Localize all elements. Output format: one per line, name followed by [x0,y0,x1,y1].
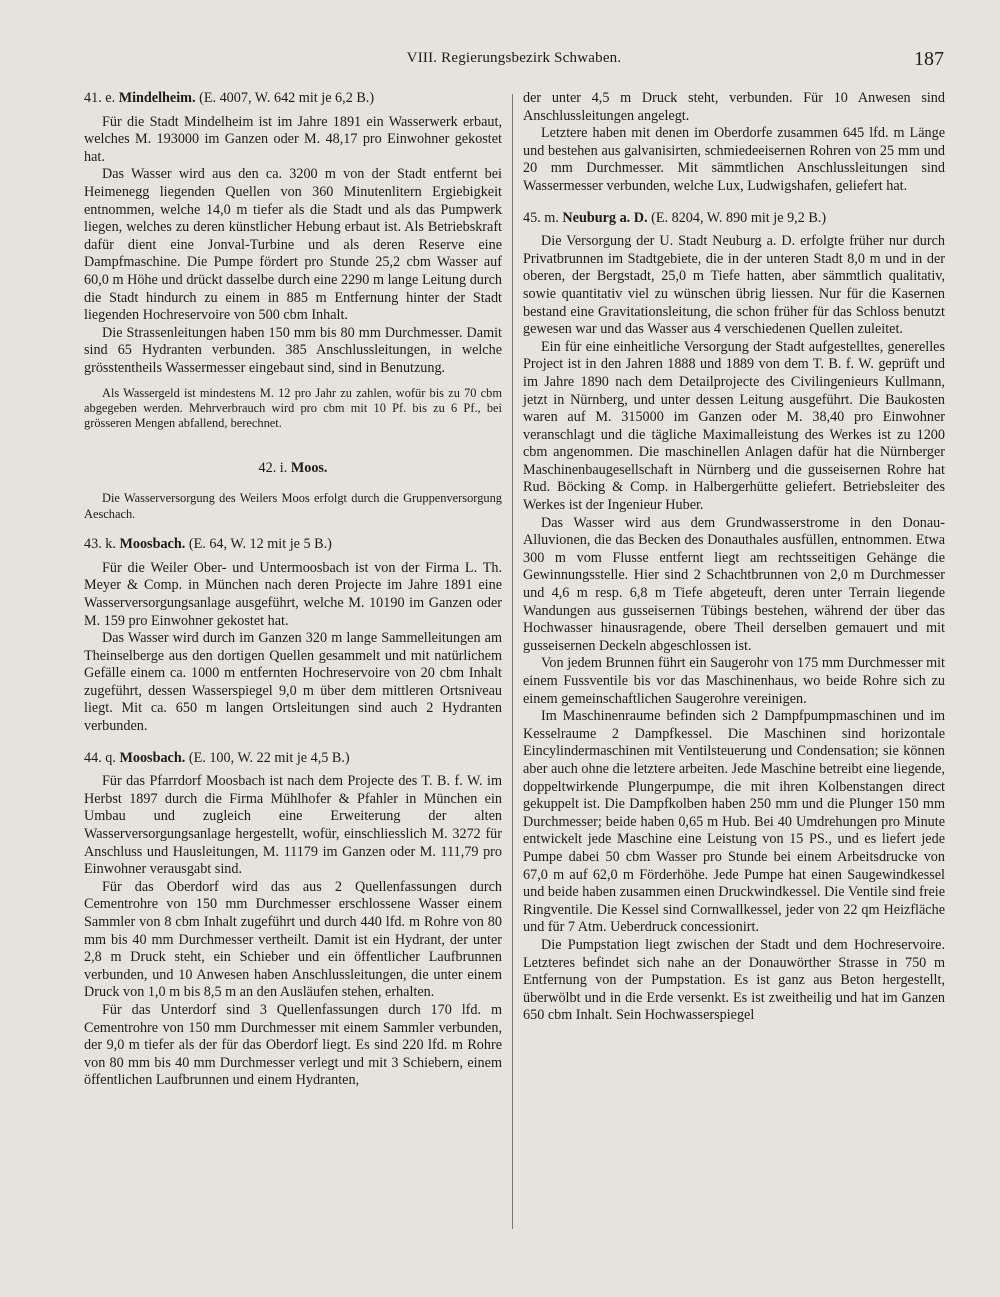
section-number: 45. m. [523,209,563,226]
body-paragraph: Die Versorgung der U. Stadt Neuburg a. D. erfolgte früher nur durch Privatbrunnen im Stadtgebiete, die in der unteren Stadt 8,0 m und in der oberen, der Bergstadt, 25,0 m Tiefe hatten, aber sämmtlich qualitativ, sowie quantitativ viel zu wünschen übrig liessen. Nur für die Kasernen bestand eine Gravitationsleitung, die schon früher für das Schloss benutzt gewesen war und das Wasser aus 4 verschiedenen Quellen zuleitet. [523,233,945,338]
body-paragraph: Für das Oberdorf wird das aus 2 Quellenfassungen durch Cementrohre von 150 mm Durchmesser erschlossene Wasser einem Sammler von 8 cbm Inhalt zugeführt und durch 440 lfd. m Rohre von 80 mm bis 40 mm Durchmesser vertheilt. Damit ist ein Hydrant, der unter 2,8 m Druck steht, ein Schieber und ein öffentlicher Laufbrunnen verbunden, und 10 Anwesen haben Anschlussleitungen, die unter einem Druck von 1,0 m bis 8,5 m an den Ausläufen stehen, erhalten. [84,878,502,1001]
section-number: 42. i. [258,459,291,476]
page-number: 187 [914,48,944,70]
left-column [84,90,502,1090]
section-name: Neuburg a. D. [562,209,648,226]
body-paragraph: Das Wasser wird durch im Ganzen 320 m lange Sammelleitungen am Theinselberge aus den dortigen Quellen gesammelt und mit natürlichem Gefälle einem ca. 1000 m entfernten Hochreservoire von 20 cbm Inhalt zugeführt, dessen Wasserspiegel 9,0 m über dem mittleren Ortsniveau liegt. Mit ca. 650 m langen Ortsleitungen sind auch 2 Hydranten verbunden. [84,630,502,735]
section-name: Mindelheim. [118,90,196,106]
body-paragraph: Die Pumpstation liegt zwischen der Stadt und dem Hochreservoire. Letzteres befindet sich nahe an der Donauwörther Strasse in 750 m Entfernung von der Pumpstation. Es ist ganz aus Beton hergestellt, überwölbt und in die Erde versenkt. Es ist zweitheilig und hat im Ganzen 650 cbm Inhalt. Sein Hochwasserspiegel [523,936,945,1024]
section-gap [84,432,502,446]
section-stats: (E. 4007, W. 642 mit je 6,2 B.) [195,90,375,106]
body-paragraph: Für die Weiler Ober- und Untermoosbach ist von der Firma L. Th. Meyer & Comp. in München nach deren Projecte im Jahre 1891 eine Wasserversorgungsanlage ausgeführt, welche M. 10190 im Ganzen oder M. 159 pro Einwohner gekostet hat. [84,559,502,629]
section-name: Moosbach. [119,749,186,766]
section-heading [84,460,502,478]
right-column [523,90,945,1025]
section-gap [523,196,945,210]
body-paragraph: Das Wasser wird aus dem Grundwasserstrome in den Donau-Alluvionen, die das Becken des Donauthales ausfüllen, entnommen. Etwa 300 m vom Flusse entfernt liegt am rechtsseitigen Gehänge die Gewinnungsstelle. Hier sind 2 Schachtbrunnen von 2,0 m Durchmesser und 4,6 m resp. 6,8 m Tiefe abgeteuft, deren unter Terrain liegende Wandungen aus gusseisernen Tübings bestehen, während der über das Hochwasser hinausragende, obere Theil derselben gemauert und mit gusseisernen Deckeln abgeschlossen ist. [523,514,945,654]
body-paragraph: Für das Pfarrdorf Moosbach ist nach dem Projecte des T. B. f. W. im Herbst 1897 durch die Firma Mühlhofer & Pfahler in München ein Umbau und zugleich eine Erweiterung der alten Wasserversorgungsanlage hergestellt, wofür, einschliesslich M. 3272 für Anschluss und Hausleitungen, M. 11179 im Ganzen oder M. 111,79 pro Einwohner verausgabt sind. [84,773,502,878]
body-paragraph: Für das Unterdorf sind 3 Quellenfassungen durch 170 lfd. m Cementrohre von 150 mm Durchmesser mit einem Sammler verbunden, der 9,0 m tiefer als der für das Oberdorf liegt. Es sind 220 lfd. m Rohre von 80 mm bis 40 mm Durchmesser verlegt und mit 3 Schiebern, einem öffentlichen Laufbrunnen und einem Hydranten, [84,1001,502,1089]
section-gap [84,522,502,536]
body-paragraph: Ein für eine einheitliche Versorgung der Stadt aufgestelltes, generelles Project ist in den Jahren 1888 und 1889 von dem T. B. f. W. geprüft und im Jahre 1890 nach dem Detailprojecte des Civilingenieurs Kullmann, jetzt in Nürnberg, und unter dessen Leitung ausgeführt. Die Baukosten waren auf M. 315000 im Ganzen oder M. 38,40 pro Einwohner veranschlagt und die tägliche Maximalleistung des Werkes ist zu 1200 cbm angenommen. Die maschinellen Anlagen dafür hat die Nürnberger Maschinenbaugesellschaft in Nürnberg und die gusseisernen Rohre hat Rud. Böcking & Comp. in Halbergerhütte geliefert. Betriebsleiter des Werkes ist der Ingenieur Huber. [523,338,945,514]
section-stats: (E. 8204, W. 890 mit je 9,2 B.) [647,209,827,226]
section-number: 44. q. [84,749,120,766]
section-name: Moos. [290,459,328,476]
section-stats: (E. 64, W. 12 mit je 5 B.) [185,536,332,553]
body-paragraph: Von jedem Brunnen führt ein Saugerohr von 175 mm Durchmesser mit einem Fussventile bis vor das Maschinenhaus, wo beide Rohre sich zu einem gemeinschaftlichen Saugerohre vereinigen. [523,655,945,707]
note-paragraph: Als Wassergeld ist mindestens M. 12 pro Jahr zu zahlen, wofür bis zu 70 cbm abgegeben werden. Mehrverbrauch wird pro cbm mit 10 Pf. bis zu 6 Pf., bei grösseren Mengen abfallend, berechnet. [84,385,502,431]
section-heading [84,750,502,768]
body-paragraph: Das Wasser wird aus den ca. 3200 m von der Stadt entfernt bei Heimenegg liegenden Quellen von 360 Minutenlitern Ergiebigkeit entnommen, welche 14,0 m tiefer als die Stadt und als das Pumpwerk liegen, welches zu deren künstlicher Hebung erbaut ist. Als Betriebskraft dafür dient eine Jonval-Turbine und als deren Reserve eine Dampfmaschine. Die Pumpe fördert pro Stunde 25,2 cbm Wasser auf 60,0 m Höhe und drückt dasselbe durch eine 2290 m lange Leitung durch die Stadt hindurch zu einem in 885 m Entfernung hinter der Stadt liegenden Hochreservoire von 500 cbm Inhalt. [84,166,502,324]
section-heading [84,90,502,108]
section-heading [84,536,502,554]
continued-paragraph: der unter 4,5 m Druck steht, verbunden. Für 10 Anwesen sind Anschlussleitungen angelegt. [523,90,945,124]
note-paragraph: Die Wasserversorgung des Weilers Moos erfolgt durch die Gruppenversorgung Aeschach. [84,491,502,521]
column-divider [512,94,513,1229]
note-gap [84,378,502,386]
section-name: Moosbach. [119,536,186,553]
body-paragraph: Die Strassenleitungen haben 150 mm bis 80 mm Durchmesser. Damit sind 65 Hydranten verbunden. 385 Anschlussleitungen, in welche grösstentheils Wassermesser eingebaut sind, sind in Benutzung. [84,324,502,376]
section-number: 41. e. [84,90,119,106]
running-title: VIII. Regierungsbezirk Schwaben. [406,50,622,66]
body-paragraph: Letztere haben mit denen im Oberdorfe zusammen 645 lfd. m Länge und bestehen aus galvanisirten, schmiedeeisernen Rohren von 25 mm und 20 mm Durchmesser. Mit sämmtlichen Anschlussleitungen sind Wassermesser verbunden, welche Lux, Ludwigshafen, geliefert hat. [523,125,945,194]
page-header [84,48,944,82]
section-stats: (E. 100, W. 22 mit je 4,5 B.) [185,749,350,766]
body-paragraph: Im Maschinenraume befinden sich 2 Dampfpumpmaschinen und im Kesselraume 2 Dampfkessel. Die Maschinen sind horizontale Eincylindermaschinen mit Ventilsteuerung und Condensation; sie können aber auch ohne die letztere arbeiten. Jede Maschine betreibt eine liegende, doppeltwirkende Plungerpumpe, die mit ihren Kolbenstangen direct gekuppelt ist. Die Dampfkolben haben 250 mm und die Plunger 150 mm Durchmesser; beide haben 0,65 m Hub. Bei 40 Umdrehungen pro Minute entwickelt jede Maschine eine Leistung von 15 PS., und es liefert jede Pumpe dabei 50 cbm Wasser pro Stunde bei einem Arbeitsdrucke von 67,0 m auf 62,0 m Förderhöhe. Jede Pumpe hat einen Saugewindkessel und beide haben zusammen einen Druckwindkessel. Die Ventile sind freie Ringventile. Die Kessel sind Cornwallkessel, jeder von 22 qm Heizfläche und für 7 Atm. Ueberdruck concessionirt. [523,708,945,936]
section-gap [84,736,502,750]
body-paragraph: Für die Stadt Mindelheim ist im Jahre 1891 ein Wasserwerk erbaut, welches M. 193000 im Ganzen oder M. 48,17 pro Einwohner gekostet hat. [84,113,502,165]
section-heading [523,210,945,228]
note-gap [84,483,502,491]
section-number: 43. k. [84,536,120,553]
